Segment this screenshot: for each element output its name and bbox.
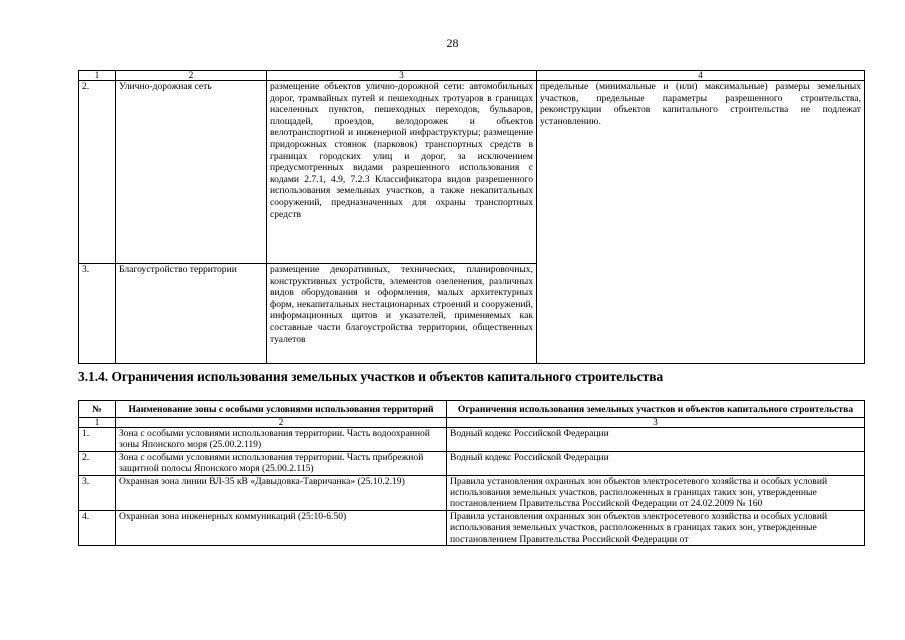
- restrictions-table: [78, 400, 865, 546]
- column-number-row: [79, 418, 865, 428]
- column-number-cell: 2: [116, 71, 267, 81]
- column-number-cell: 3: [447, 418, 865, 428]
- column-number-cell: 4: [537, 71, 865, 81]
- use-description: размещение декоративных, технических, планировочных, конструктивных устройств, элементов озеленения, различных видов оборудования и оформления, малых архитектурных форм, некапитальных нестационарных строений и сооружений, информационных щитов и указателей, применяемых как составные части благоустройства территории, общественных туалетов: [267, 264, 537, 364]
- column-number-cell: 1: [79, 71, 116, 81]
- header-number: №: [79, 401, 116, 418]
- row-number: 3.: [79, 264, 116, 364]
- table-row: [79, 475, 865, 510]
- row-number: 2.: [79, 451, 116, 475]
- section-heading: 3.1.4. Ограничения использования земельных участков и объектов капитального строительства: [78, 369, 664, 384]
- permitted-use-table: [78, 70, 865, 364]
- table-row: [79, 81, 865, 264]
- row-number: 2.: [79, 81, 116, 264]
- row-number: 3.: [79, 475, 116, 510]
- column-number-cell: 1: [79, 418, 116, 428]
- table-row: [79, 510, 865, 545]
- table-row: [79, 451, 865, 475]
- zone-name: Охранная зона линии ВЛ-35 кВ «Давыдовка-Тавричанка» (25.10.2.19): [116, 475, 447, 510]
- restriction-text: Правила установления охранных зон объектов электросетевого хозяйства и особых условий использования земельных участков, расположенных в границах таких зон, утвержденные постановлением Правительства Российской Федерации от 24.02.2009 № 160: [447, 475, 865, 510]
- column-number-cell: 3: [267, 71, 537, 81]
- header-row: [79, 401, 865, 418]
- row-number: 4.: [79, 510, 116, 545]
- column-number-row: [79, 71, 865, 81]
- row-number: 1.: [79, 428, 116, 452]
- use-name: Благоустройство территории: [116, 264, 267, 364]
- zone-name: Зона с особыми условиями использования территории. Часть водоохранной зоны Японского моря (25.00.2.119): [116, 428, 447, 452]
- parameters-cell: предельные (минимальные и (или) максимальные) размеры земельных участков, предельные параметры разрешенного строительства, реконструкции объектов капитального строительства не подлежат установлению.: [537, 81, 865, 364]
- page-number: 28: [446, 36, 459, 50]
- restriction-text: Водный кодекс Российской Федерации: [447, 428, 865, 452]
- column-number-cell: 2: [116, 418, 447, 428]
- restriction-text: Водный кодекс Российской Федерации: [447, 451, 865, 475]
- use-name: Улично-дорожная сеть: [116, 81, 267, 264]
- use-description: размещение объектов улично-дорожной сети: автомобильных дорог, трамвайных путей и пешеходных тротуаров в границах населенных пунктов, пешеходных переходов, бульваров, площадей, проездов, велодорожек и объектов велотранспортной и инженерной инфраструктуры; размещение придорожных стоянок (парковок) транспортных средств в границах городских улиц и дорог, за исключением предусмотренных видами разрешенного использования с кодами 2.7.1, 4.9, 7.2.3 Классификатора видов разрешенного использования земельных участков, а также некапитальных сооружений, предназначенных для охраны транспортных средств: [267, 81, 537, 264]
- header-zone: Наименование зоны с особыми условиями использования территорий: [116, 401, 447, 418]
- restriction-text: Правила установления охранных зон объектов электросетевого хозяйства и особых условий использования земельных участков, расположенных в границах таких зон, утвержденные постановлением Правительства Российской Федерации от: [447, 510, 865, 545]
- table-row: [79, 428, 865, 452]
- header-restrictions: Ограничения использования земельных участков и объектов капитального строительства: [447, 401, 865, 418]
- zone-name: Охранная зона инженерных коммуникаций (25:10-6.50): [116, 510, 447, 545]
- zone-name: Зона с особыми условиями использования территории. Часть прибрежной защитной полосы Японского моря (25.00.2.115): [116, 451, 447, 475]
